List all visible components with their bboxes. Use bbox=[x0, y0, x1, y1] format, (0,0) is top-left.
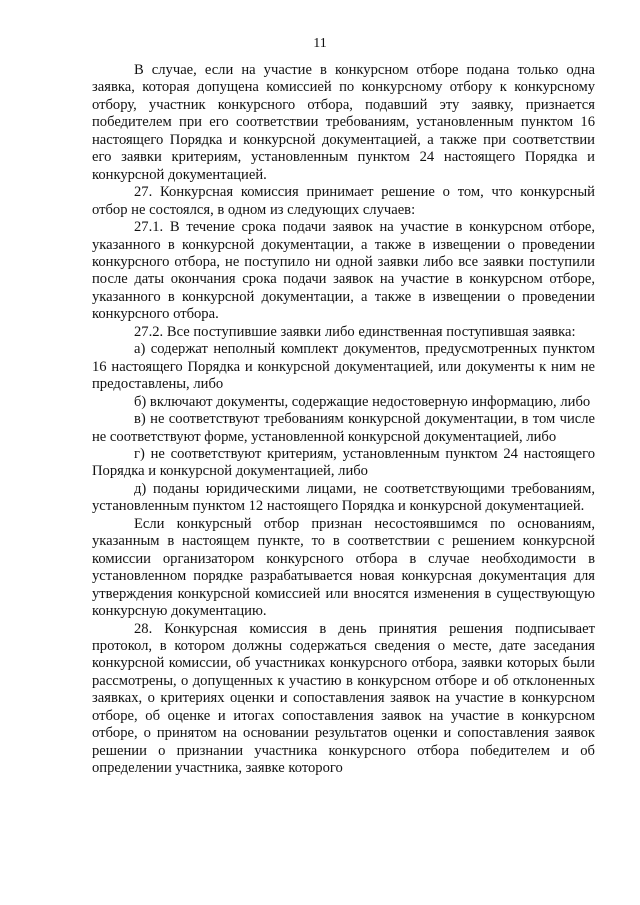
list-item-a: а) содержат неполный комплект документов, предусмотренных пунктом 16 настоящего Порядка и конкурсной документацией, или документы к ним не предоставлены, либо bbox=[92, 341, 595, 393]
list-item-g: г) не соответствуют критериям, установленным пунктом 24 настоящего Порядка и конкурсной документацией, либо bbox=[92, 445, 595, 480]
list-item-d: д) поданы юридическими лицами, не соответствующими требованиям, установленным пунктом 12 настоящего Порядка и конкурсной документацией. bbox=[92, 480, 595, 515]
document-body bbox=[92, 62, 595, 778]
paragraph-27-1: 27.1. В течение срока подачи заявок на участие в конкурсном отборе, указанного в конкурсной документации, а также в извещении о проведении конкурсного отбора, не поступило ни одной заявки либо все заявки поступили после даты окончания срока подачи заявок на участие в конкурсном отборе, указанного в конкурсной документации, а также в извещении о проведении конкурсного отбора. bbox=[92, 219, 595, 323]
paragraph-failed-selection: Если конкурсный отбор признан несостоявшимся по основаниям, указанным в настоящем пункте, то в соответствии с решением конкурсной комиссии организатором конкурсного отбора в случае необходимости в установленном порядке разрабатывается новая конкурсная документация для утверждения конкурсной комиссией или вносятся изменения в существующую конкурсную документацию. bbox=[92, 515, 595, 620]
page-number: 11 bbox=[313, 36, 327, 51]
list-item-b: б) включают документы, содержащие недостоверную информацию, либо bbox=[134, 393, 591, 410]
paragraph-28: 28. Конкурсная комиссия в день принятия решения подписывает протокол, в котором должны содержаться сведения о месте, дате заседания конкурсной комиссии, об участниках конкурсного отбора, заявки которых были рассмотрены, о допущенных к участию в конкурсном отборе и об отклоненных заявках, о критериях оценки и сопоставления заявок на участие в конкурсном отборе, об оценке и итогах сопоставления заявок на участие в конкурсном отборе, о принятом на основании результатов оценки и сопоставления заявок решении о признании участника конкурсного отбора победителем и об определении участника, заявке которого bbox=[92, 620, 595, 777]
paragraph-27-2: 27.2. Все поступившие заявки либо единственная поступившая заявка: bbox=[134, 323, 576, 340]
list-item-v: в) не соответствуют требованиям конкурсной документации, в том числе не соответствуют форме, установленной конкурсной документацией, либо bbox=[92, 411, 595, 445]
paragraph-single-application: В случае, если на участие в конкурсном отборе подана только одна заявка, которая допущена комиссией по конкурсному отбору к конкурсному отбору, участник конкурсного отбора, подавший эту заявку, признается победителем при его соответствии требованиям, установленным пунктом 16 настоящего Порядка и конкурсной документацией, а также при соответствии его заявки критериям, установленным пунктом 24 настоящего Порядка и конкурсной документацией. bbox=[92, 62, 595, 183]
paragraph-27: 27. Конкурсная комиссия принимает решение о том, что конкурсный отбор не состоялся, в одном из следующих случаев: bbox=[92, 184, 595, 218]
